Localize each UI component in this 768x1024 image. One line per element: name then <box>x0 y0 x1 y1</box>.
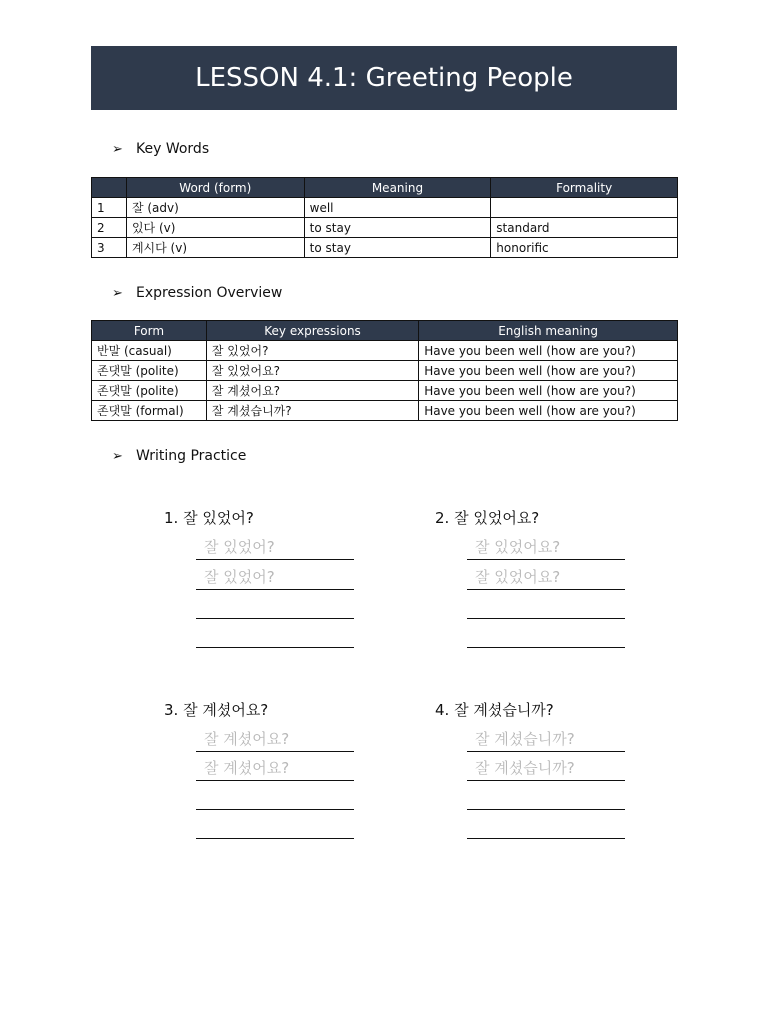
practice-heading <box>435 507 635 529</box>
trace-text: 잘 계셨습니까? <box>475 730 575 748</box>
table-row <box>92 341 678 361</box>
section-heading-key-words <box>112 141 209 157</box>
table-cell: Have you been well (how are you?) <box>419 341 678 361</box>
practice-phrase: 잘 있었어요? <box>454 509 540 527</box>
table-header-cell: Word (form) <box>126 178 304 198</box>
table-cell: Have you been well (how are you?) <box>419 381 678 401</box>
practice-number: 4. <box>435 701 450 719</box>
writing-line[interactable] <box>196 810 354 839</box>
practice-item-3 <box>164 699 364 844</box>
writing-line[interactable] <box>196 723 354 752</box>
table-row <box>92 238 678 258</box>
table-header-row <box>92 321 678 341</box>
table-cell: well <box>304 198 491 218</box>
table-cell: 있다 (v) <box>126 218 304 238</box>
section-heading-label: Key Words <box>136 141 210 157</box>
table-header-cell: English meaning <box>419 321 678 341</box>
table-cell: 반말 (casual) <box>92 341 207 361</box>
table-cell: Have you been well (how are you?) <box>419 361 678 381</box>
arrowhead-right-icon: ➢ <box>112 285 123 301</box>
arrowhead-right-icon: ➢ <box>112 141 123 157</box>
trace-text: 잘 계셨어요? <box>204 730 290 748</box>
writing-line[interactable] <box>196 531 354 560</box>
trace-text: 잘 있었어? <box>204 568 275 586</box>
table-row <box>92 401 678 421</box>
practice-item-4 <box>435 699 635 844</box>
table-row <box>92 198 678 218</box>
table-header-cell: Formality <box>491 178 678 198</box>
writing-line[interactable] <box>196 752 354 781</box>
practice-item-2 <box>435 507 635 652</box>
table-cell: to stay <box>304 238 491 258</box>
table-cell: 계시다 (v) <box>126 238 304 258</box>
table-cell <box>491 198 678 218</box>
arrowhead-right-icon: ➢ <box>112 448 123 464</box>
practice-number: 1. <box>164 509 179 527</box>
trace-text: 잘 있었어요? <box>475 538 561 556</box>
table-cell: 1 <box>92 198 127 218</box>
table-cell: 존댓말 (formal) <box>92 401 207 421</box>
key-words-table <box>91 177 678 258</box>
writing-line[interactable] <box>467 781 625 810</box>
writing-line[interactable] <box>467 561 625 590</box>
section-heading-expression-overview <box>112 285 282 301</box>
table-cell: 존댓말 (polite) <box>92 361 207 381</box>
writing-line[interactable] <box>467 810 625 839</box>
section-heading-writing-practice <box>112 448 246 464</box>
practice-phrase: 잘 있었어? <box>183 509 254 527</box>
practice-item-1 <box>164 507 364 652</box>
trace-text: 잘 계셨습니까? <box>475 759 575 777</box>
practice-phrase: 잘 계셨어요? <box>183 701 269 719</box>
table-header-row <box>92 178 678 198</box>
practice-number: 3. <box>164 701 179 719</box>
title-banner <box>91 46 677 110</box>
table-cell: Have you been well (how are you?) <box>419 401 678 421</box>
table-cell: 잘 (adv) <box>126 198 304 218</box>
table-cell: standard <box>491 218 678 238</box>
writing-line[interactable] <box>196 590 354 619</box>
table-cell: 존댓말 (polite) <box>92 381 207 401</box>
page-title: LESSON 4.1: Greeting People <box>195 63 573 93</box>
practice-heading <box>164 507 364 529</box>
writing-line[interactable] <box>196 619 354 648</box>
table-row <box>92 381 678 401</box>
table-header-cell <box>92 178 127 198</box>
writing-line[interactable] <box>196 781 354 810</box>
table-cell: 3 <box>92 238 127 258</box>
practice-phrase: 잘 계셨습니까? <box>454 701 554 719</box>
table-cell: 잘 계셨어요? <box>206 381 418 401</box>
table-cell: 2 <box>92 218 127 238</box>
section-heading-label: Expression Overview <box>136 285 283 301</box>
table-cell: honorific <box>491 238 678 258</box>
trace-text: 잘 있었어요? <box>475 568 561 586</box>
table-header-cell: Key expressions <box>206 321 418 341</box>
table-header-cell: Form <box>92 321 207 341</box>
practice-heading <box>164 699 364 721</box>
practice-number: 2. <box>435 509 450 527</box>
practice-heading <box>435 699 635 721</box>
table-row <box>92 218 678 238</box>
table-cell: 잘 있었어? <box>206 341 418 361</box>
writing-line[interactable] <box>467 619 625 648</box>
trace-text: 잘 계셨어요? <box>204 759 290 777</box>
section-heading-label: Writing Practice <box>136 448 247 464</box>
table-cell: 잘 있었어요? <box>206 361 418 381</box>
writing-line[interactable] <box>196 561 354 590</box>
table-header-cell: Meaning <box>304 178 491 198</box>
table-row <box>92 361 678 381</box>
trace-text: 잘 있었어? <box>204 538 275 556</box>
table-cell: 잘 계셨습니까? <box>206 401 418 421</box>
table-cell: to stay <box>304 218 491 238</box>
writing-line[interactable] <box>467 590 625 619</box>
writing-line[interactable] <box>467 723 625 752</box>
writing-line[interactable] <box>467 752 625 781</box>
writing-line[interactable] <box>467 531 625 560</box>
expression-table <box>91 320 678 421</box>
